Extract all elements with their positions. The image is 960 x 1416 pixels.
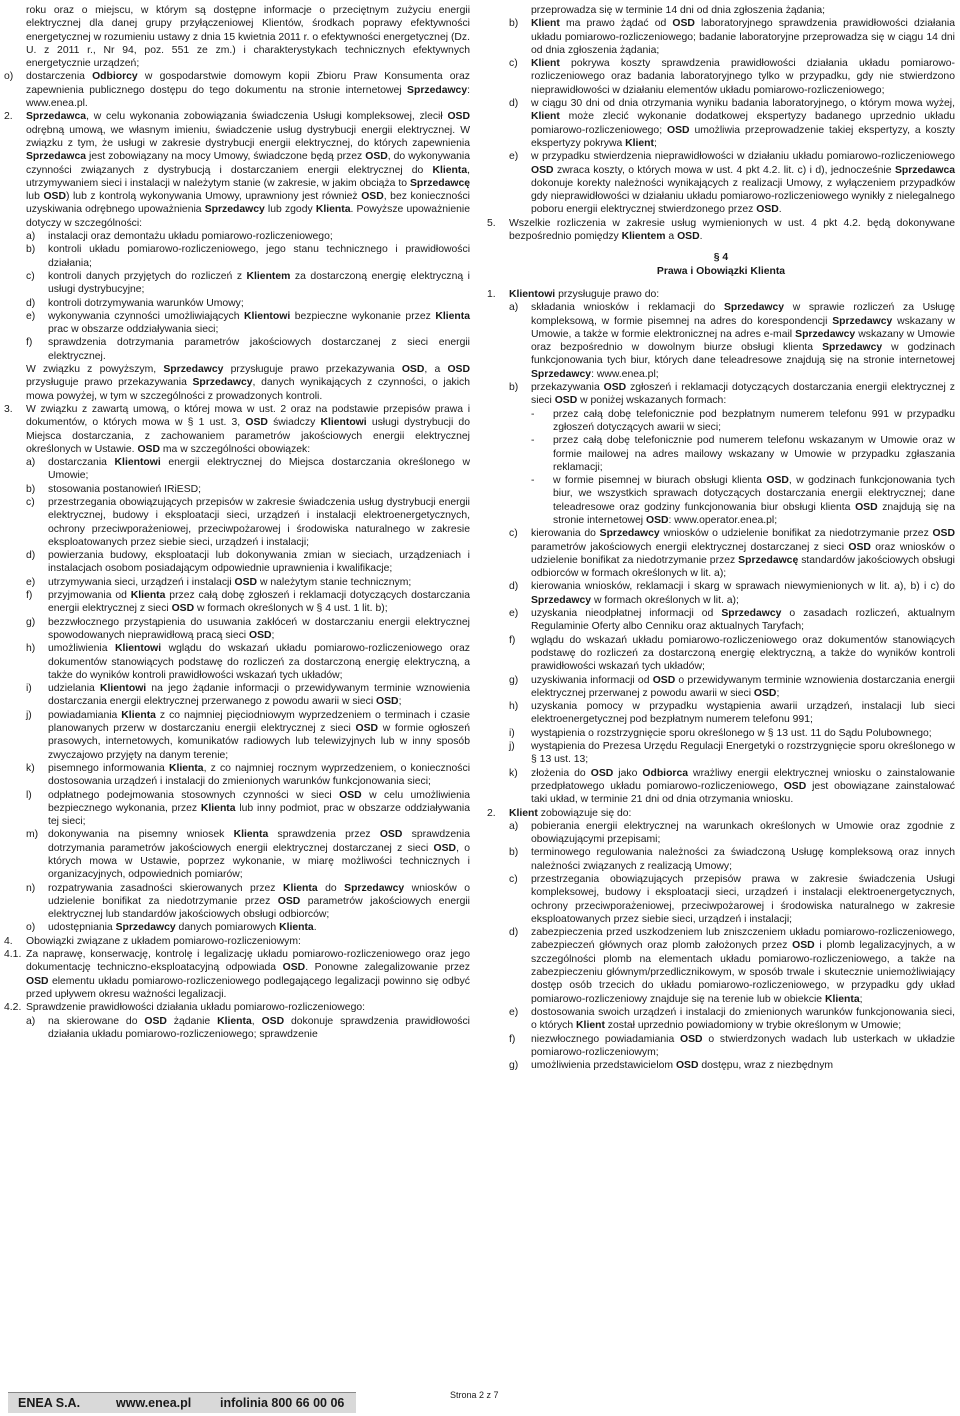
paragraph-item xyxy=(487,474,955,527)
item-text: wystąpienia o rozstrzygnięcie sporu określonego w § 13 ust. 11 do Sądu Polubownego; xyxy=(531,727,932,739)
paragraph-item xyxy=(4,576,470,589)
item-label: a) xyxy=(509,820,519,832)
item-label: e) xyxy=(26,310,36,322)
paragraph-item xyxy=(487,150,955,216)
item-label: o) xyxy=(26,922,36,934)
item-text: przestrzegania obowiązujących przepisów prawa w zakresie świadczenia Usługi kompleksowej, budowy i eksploatacji sieci, urządzeń i instalacji elektroenergetycznych, ochrony przeciwporażeniowej, przeciwpożarowej i środowiska naturalnego w zakresie eksploatowanych przez siebie sieci, urządzeń i instalacji; xyxy=(531,874,955,925)
item-label: d) xyxy=(509,98,519,110)
item-label: b) xyxy=(509,382,519,394)
paragraph-item xyxy=(487,1033,955,1060)
item-text: W związku z zawartą umową, o której mowa w ust. 2 oraz na podstawie przepisów prawa i dokumentów, o których mowa w § 1 ust. 3, OSD świadczy Klientowi usługi dystrybucji do Miejsca dostarczania, z zachowaniem parametrów jakościowych energii elektrycznej określonych w Ustawie. OSD ma w szczególności obowiązek: xyxy=(26,403,470,455)
paragraph-item xyxy=(4,496,470,549)
item-text: sprawdzenia dotrzymania parametrów jakościowych dostarczanej z sieci energii elektrycznej. xyxy=(48,337,470,362)
item-label: 3. xyxy=(4,403,13,415)
item-label: i) xyxy=(26,683,32,695)
item-text: kierowania do Sprzedawcy wniosków o udzielenie bonifikat za niedotrzymanie przez OSD parametrów jakościowych energii elektrycznej dostarczanej z sieci OSD oraz wniosków o udzielenie bonifikat za niedotrzymanie przez Sprzedawcę standardów jakościowych obsługi odbiorców w formach określonych w lit. a); xyxy=(531,528,955,580)
footer-website[interactable]: www.enea.pl xyxy=(116,1396,192,1410)
paragraph-item xyxy=(487,408,955,435)
item-label: b) xyxy=(26,244,36,256)
paragraph-item xyxy=(4,682,470,709)
paragraph-item xyxy=(487,217,955,244)
paragraph-item xyxy=(4,882,470,922)
paragraph-item xyxy=(487,767,955,807)
item-text: kontroli danych przyjętych do rozliczeń z Klientem za dostarczoną energię elektryczną i usługi dystrybucyjne; xyxy=(48,270,470,296)
page-footer xyxy=(0,1390,960,1416)
paragraph-item xyxy=(4,243,470,270)
item-text: dostosowania swoich urządzeń i instalacji do zmienionych warunków funkcjonowania sieci, o których Klient został uprzednio powiadomiony w trybie określonym w Umowie; xyxy=(531,1006,955,1032)
item-text: stosowania postanowień IRiESD; xyxy=(48,483,202,495)
item-text: Za naprawę, konserwację, kontrolę i legalizację układu pomiarowo-rozliczeniowego oraz jego dokumentację techniczno-eksploatacyjną odpowiada OSD. Ponowne zalegalizowanie przez OSD elementu układu pomiarowo-rozliczeniowego podlegającego legalizacji powinno się odbyć przed upływem okresu ważności legalizacji. xyxy=(26,949,470,1000)
item-label: 5. xyxy=(487,217,496,229)
item-text: wykonywania czynności umożliwiających Klientowi bezpieczne wykonanie przez Klienta prac w obszarze oddziaływania sieci; xyxy=(48,310,470,336)
paragraph-item xyxy=(4,642,470,682)
footer-bar xyxy=(8,1392,356,1413)
item-label: m) xyxy=(26,829,39,841)
item-text: kierowania wniosków, reklamacji i skarg w sprawach niewymienionych w lit. a), b) i c) do Sprzedawcy w formach określonych w lit. a); xyxy=(531,581,955,606)
item-label: f) xyxy=(509,634,516,646)
item-text: pisemnego informowania Klienta, z co najmniej rocznym wyprzedzeniem, o konieczności dostosowania urządzeń i instalacji do zmienionych warunków funkcjonowania sieci; xyxy=(48,762,470,788)
paragraph-item xyxy=(4,483,470,496)
item-text: Klient pokrywa koszty sprawdzenia prawidłowości działania układu pomiarowo-rozliczeniowego oraz badania laboratoryjnego tylko w przypadku, gdy nie stwierdzono nieprawidłowości w działaniu elementów układu pomiarowo-rozliczeniowego; xyxy=(531,58,955,96)
paragraph-item xyxy=(4,616,470,643)
item-label: c) xyxy=(26,496,35,508)
paragraph-item xyxy=(4,828,470,881)
item-label: a) xyxy=(26,1015,36,1027)
paragraph-item xyxy=(487,97,955,150)
paragraph-item xyxy=(4,935,470,948)
item-text: uzyskania nieodpłatnej informacji od Sprzedawcy o zasadach rozliczeń, aktualnym Regulaminie Oferty albo Cenniku oraz aktualnych Taryfach; xyxy=(531,608,955,633)
footer-hotline: infolinia 800 66 00 06 xyxy=(220,1396,345,1410)
item-text: przestrzegania obowiązujących przepisów w zakresie świadczenia usług dystrybucji energii elektrycznej, budowy i eksploatacji sieci, urządzeń i instalacji elektroenergetycznych, ochrony przeciwporażeniowej, przeciwpożarowej i środowiska naturalnego w zakresie eksploatowanych przez siebie sieci, urządzeń i instalacji; xyxy=(48,496,470,548)
item-text: umożliwienia Klientowi wglądu do wskazań układu pomiarowo-rozliczeniowego oraz dokumentów stanowiących podstawę do rozliczeń za dostarczoną energię elektryczną, a także do wyników kontroli prawidłowości wskazań tych układów; xyxy=(48,643,470,681)
item-label: d) xyxy=(26,550,36,562)
item-label: f) xyxy=(509,1033,516,1045)
item-text: w formie pisemnej w biurach obsługi klienta OSD, w godzinach funkcjonowania tych biur, we wszystkich sprawach dotyczących dostarczania energii elektrycznej; dane teleadresowe oraz godziny funkcjonowania biur obsługi klienta OSD znajdują się na stronie internetowej OSD: www.operator.enea.pl; xyxy=(553,475,955,526)
paragraph-item xyxy=(4,110,470,230)
paragraph-item xyxy=(4,230,470,243)
item-text: bezzwłocznego przystąpienia do usuwania zakłóceń w dostarczaniu energii elektrycznej spowodowanych nieprawidłową pracą sieci OSD; xyxy=(48,616,470,641)
item-label: d) xyxy=(509,581,519,593)
item-text: powierzania budowy, eksploatacji lub dokonywania zmian w sieciach, urządzeniach i instalacjach osobom posiadającym odpowiednie uprawnienia i kwalifikacje; xyxy=(48,550,470,575)
item-label: k) xyxy=(509,767,518,779)
paragraph-item xyxy=(487,873,955,926)
paragraph-item xyxy=(4,363,470,403)
item-text: kontroli dotrzymywania warunków Umowy; xyxy=(48,297,244,309)
paragraph-item xyxy=(487,740,955,767)
paragraph-item xyxy=(487,1006,955,1033)
item-text: kontroli układu pomiarowo-rozliczeniowego, jego stanu technicznego i prawidłowości działania; xyxy=(48,244,470,269)
item-label: a) xyxy=(26,457,36,469)
item-label: e) xyxy=(509,1006,519,1018)
item-text: powiadamiania Klienta z co najmniej pięciodniowym wyprzedzeniem o terminach i czasie planowanych przerw w dostarczaniu energii elektrycznej z sieci OSD w formie ogłoszeń prasowych, internetowych, komunikatów radiowych lub telewizyjnych lub w inny sposób zwyczajowo przyjęty na danym terenie; xyxy=(48,709,471,761)
paragraph-item xyxy=(487,434,955,474)
paragraph-item xyxy=(487,926,955,1006)
footer-company: ENEA S.A. xyxy=(18,1396,81,1410)
paragraph-item xyxy=(487,674,955,701)
paragraph-item xyxy=(4,789,470,829)
paragraph-item xyxy=(487,727,955,740)
item-text: Sprzedawca, w celu wykonania zobowiązania świadczenia Usługi kompleksowej, zlecił OSD odrębną umową, we własnym imieniu, świadczenie usług dystrybucji energii elektrycznej. W związku z tym, że usługi w zakresie dystrybucji energii elektrycznej, do których zapewnienia Sprzedawca jest zobowiązany na mocy Umowy, świadczone będą przez OSD, do wykonywania czynności związanych z dystrybucją i dostarczaniem energii elektrycznej do Klienta, utrzymywaniem sieci i instalacji w należytym stanie (w zakresie, w jakim obciąża to Sprzedawcę lub OSD) lub z kontrolą wykonywania Umowy, uprawniony jest również OSD, bez konieczności uzyskiwania odrębnego upoważnienia Sprzedawcy lub zgody Klienta. Powyższe upoważnienie dotyczy w szczególności: xyxy=(26,111,470,229)
item-label: h) xyxy=(26,643,36,655)
paragraph-item xyxy=(487,820,955,847)
item-label: 2. xyxy=(487,807,496,819)
item-text: w ciągu 30 dni od dnia otrzymania wyniku badania laboratoryjnego, o którym mowa wyżej, Klient może zlecić wykonanie dodatkowej ekspertyzy badanego uprzednio układu pomiarowo-rozliczeniowego; OSD umożliwia przeprowadzenie takiej ekspertyzy, a koszty ekspertyzy pokrywa Klient; xyxy=(531,98,956,149)
paragraph-item xyxy=(4,70,470,110)
page-number: Strona 2 z 7 xyxy=(450,1390,499,1400)
item-label: - xyxy=(531,435,535,447)
item-label: o) xyxy=(4,71,14,83)
item-text: przeprowadza się w terminie 14 dni od dnia zgłoszenia żądania; xyxy=(531,5,825,16)
item-label: i) xyxy=(509,727,515,739)
item-text: wystąpienia do Prezesa Urzędu Regulacji Energetyki o rozstrzygnięcie sporu określonego w § 13 ust. 13; xyxy=(531,741,955,766)
item-label: f) xyxy=(26,590,33,602)
paragraph-item xyxy=(4,456,470,483)
item-label: j) xyxy=(509,741,515,753)
item-text: przyjmowania od Klienta przez całą dobę zgłoszeń i reklamacji dotyczących dostarczania energii elektrycznej z sieci OSD w formach określonych w § 4 ust. 1 lit. b); xyxy=(48,590,470,615)
item-text: dokonywania na pisemny wniosek Klienta sprawdzenia przez OSD sprawdzenia dotrzymania parametrów jakościowych energii elektrycznej dostarczanej z sieci OSD, o których mowa w Ustawie, poprzez wykonanie, w miarę możliwości technicznych i organizacyjnych, odpowiednich pomiarów; xyxy=(48,829,470,881)
item-label: - xyxy=(531,475,535,487)
item-text: Klient ma prawo żądać od OSD laboratoryjnego sprawdzenia prawidłowości działania układu pomiarowo-rozliczeniowego; badanie laboratoryjne przeprowadza się w ciągu 14 dni od dnia zgłoszenia żądania; xyxy=(531,18,955,56)
item-text: pobierania energii elektrycznej na warunkach określonych w Umowie oraz zgodnie z obowiązującymi przepisami; xyxy=(531,820,955,846)
paragraph-item xyxy=(487,288,955,301)
item-label: 4. xyxy=(4,935,13,947)
item-text: przez całą dobę telefonicznie pod bezpłatnym numerem telefonu 991 w przypadku zgłoszeń dotyczących awarii w sieci; xyxy=(553,408,955,433)
item-text: roku oraz o miejscu, w którym są dostępne informacje o przeciętnym zużyciu energii elektrycznej dla danej grupy przyłączeniowej Klientów, środkach poprawy efektywności energetycznej w rozumieniu ustawy z dnia 15 kwietnia 2011 r. o efektywności energetycznej (Dz. U. z 2011 r., Nr 94, poz. 551 ze zm.) i charakterystykach technicznych efektywnych energetycznie urządzeń; xyxy=(26,5,470,70)
item-text: przekazywania OSD zgłoszeń i reklamacji dotyczących dostarczania energii elektrycznej z sieci OSD w poniżej wskazanych formach: xyxy=(531,382,955,407)
item-label: b) xyxy=(509,847,519,859)
paragraph-item xyxy=(487,580,955,607)
paragraph-item xyxy=(4,921,470,934)
item-text: uzyskania pomocy w przypadku wystąpienia awarii urządzeń, instalacji lub sieci elektroenergetycznej pod bezpłatnym numerem telefonu 991; xyxy=(531,701,955,726)
item-text: dostarczania Klientowi energii elektrycznej do Miejsca dostarczania określonego w Umowie; xyxy=(48,457,470,482)
paragraph-item xyxy=(487,527,955,580)
section-number: § 4 xyxy=(713,252,729,264)
item-text: Obowiązki związane z układem pomiarowo-rozliczeniowym: xyxy=(26,935,301,947)
paragraph-item xyxy=(4,4,470,70)
paragraph-item xyxy=(487,700,955,727)
right-column xyxy=(487,4,955,1072)
paragraph-item xyxy=(4,762,470,789)
paragraph-item xyxy=(4,297,470,310)
paragraph-item xyxy=(487,807,955,820)
item-text: umożliwienia przedstawicielom OSD dostępu, wraz z niezbędnym xyxy=(531,1060,834,1072)
item-text: uzyskiwania informacji od OSD o przewidywanym terminie wznowienia dostarczania energii elektrycznej przerwanej z powodu awarii w sieci OSD; xyxy=(531,674,955,699)
paragraph-item xyxy=(487,381,955,408)
item-text: Wszelkie rozliczenia w zakresie usług wymienionych w ust. 4 pkt 4.2. będą dokonywane bezpośrednio pomiędzy Klientem a OSD. xyxy=(509,217,955,243)
item-text: Klientowi przysługuje prawo do: xyxy=(509,288,660,300)
item-label: 4.1. xyxy=(4,949,22,961)
item-label: d) xyxy=(26,297,36,309)
item-label: h) xyxy=(509,701,519,713)
item-label: c) xyxy=(509,874,518,885)
item-label: a) xyxy=(509,302,519,314)
item-label: 4.2. xyxy=(4,1002,22,1014)
item-label: l) xyxy=(26,789,32,801)
paragraph-item xyxy=(4,948,470,1001)
item-text: składania wniosków i reklamacji do Sprzedawcy w sprawie rozliczeń za Usługę kompleksową, w formie pisemnej na adres do korespondencji Sprzedawcy wskazany w Umowie, a także w formie elektronicznej na adres e-mail Sprzedawcy wskazany w Umowie oraz bezpośrednio w dowolnym biurze obsługi klienta Sprzedawcy w godzinach funkcjonowania tych biur, których dane teleadresowe znajdują się na stronie internetowej Sprzedawcy: www.enea.pl; xyxy=(531,302,956,380)
item-text: Sprawdzenie prawidłowości działania układu pomiarowo-rozliczeniowego: xyxy=(26,1002,366,1014)
left-column xyxy=(4,4,470,1041)
item-text: rozpatrywania zasadności skierowanych przez Klienta do Sprzedawcy wniosków o udzielenie bonifikat za niedotrzymanie przez OSD parametrów jakościowych energii elektrycznej lub standardów jakościowych obsługi odbiorców; xyxy=(48,882,470,921)
item-text: udzielania Klientowi na jego żądanie informacji o przewidywanym terminie wznowienia dostarczania energii elektrycznej przerwanego z powodu awarii w sieci OSD; xyxy=(48,683,471,708)
item-text: instalacji oraz demontażu układu pomiarowo-rozliczeniowego; xyxy=(48,231,333,243)
item-label: d) xyxy=(509,927,519,939)
item-text: odpłatnego podejmowania stosownych czynności w sieci OSD w celu umożliwienia bezpiecznego wykonania, przez Klienta lub inny podmiot, prac w obszarze oddziaływania tej sieci; xyxy=(48,789,470,828)
item-text: utrzymywania sieci, urządzeń i instalacji OSD w należytym stanie technicznym; xyxy=(48,576,412,588)
paragraph-item xyxy=(4,589,470,616)
item-label: c) xyxy=(509,58,518,70)
item-label: b) xyxy=(509,18,519,30)
item-text: terminowego regulowania należności za świadczoną Usługę kompleksową oraz innych należności związanych z realizacją Umowy; xyxy=(531,847,955,872)
paragraph-item xyxy=(4,709,470,762)
paragraph-item xyxy=(4,270,470,297)
item-text: na skierowane do OSD żądanie Klienta, OSD dokonuje sprawdzenia prawidłowości działania układu pomiarowo-rozliczeniowego; sprawdzenie xyxy=(48,1015,470,1040)
item-text: zabezpieczenia przed uszkodzeniem lub zniszczeniem układu pomiarowo-rozliczeniowego, zabezpieczeń głównych oraz plomb założonych przez OSD i plomb legalizacyjnych, a w szczególności plomb na elementach układu pomiarowo-rozliczeniowego, a także na zabezpieczeniu głównym/przedlicznikowym, w sposób trwale i skutecznie uniemożliwiający dostęp osób trzecich do układu pomiarowo-rozliczeniowego, w przypadku gdy układ pomiarowo-rozliczeniowy znajduje się na terenie lub w obiekcie Klienta; xyxy=(531,927,955,1005)
item-text: W związku z powyższym, Sprzedawcy przysługuje prawo przekazywania OSD, a OSD przysługuje prawo przekazywania Sprzedawcy, danych wynikających z czynności, o jakich mowa powyżej, w tym w szczególności z prowadzonych kontroli. xyxy=(26,364,470,402)
item-text: udostępniania Sprzedawcy danych pomiarowych Klienta. xyxy=(48,922,317,934)
item-text: w przypadku stwierdzenia nieprawidłowości w działaniu układu pomiarowo-rozliczeniowego OSD zwraca koszty, o których mowa w ust. 4 pkt 4.2. lit. c) i d), jednocześnie Sprzedawca dokonuje korekty należności wynikających z realizacji Umowy, z wyłączeniem przypadków gdy nieprawidłowości w działaniu układu pomiarowo-rozliczeniowego wynikły z nielegalnego poboru energii elektrycznej stwierdzonego przez OSD. xyxy=(531,151,955,216)
item-label: k) xyxy=(26,762,35,774)
paragraph-item xyxy=(4,549,470,576)
item-text: złożenia do OSD jako Odbiorca wrażliwy energii elektrycznej wniosku o zainstalowanie przedpłatowego układu pomiarowo-rozliczeniowego, OSD jest obowiązane zainstalować taki układ, w terminie 21 dni od dnia otrzymania wniosku. xyxy=(531,767,955,806)
paragraph-item xyxy=(487,17,955,57)
item-label: - xyxy=(531,408,535,420)
item-label: a) xyxy=(26,231,36,243)
item-text: wglądu do wskazań układu pomiarowo-rozliczeniowego oraz dokumentów stanowiących podstawę do rozliczeń za dostarczoną energię elektryczną, a także do wyników kontroli prawidłowości wskazań tych układów; xyxy=(531,634,955,673)
item-label: n) xyxy=(26,882,36,894)
item-label: e) xyxy=(509,608,519,620)
item-text: niezwłocznego powiadamiania OSD o stwierdzonych wadach lub usterkach w układzie pomiarowo-rozliczeniowym; xyxy=(531,1033,956,1058)
paragraph-item xyxy=(487,4,955,17)
section-heading xyxy=(487,251,955,278)
item-label: e) xyxy=(509,151,519,163)
item-text: Klient zobowiązuje się do: xyxy=(509,807,632,819)
item-label: g) xyxy=(509,1060,519,1072)
item-label: 2. xyxy=(4,111,13,123)
paragraph-item xyxy=(487,607,955,634)
item-label: j) xyxy=(26,709,32,721)
item-label: c) xyxy=(509,528,518,540)
paragraph-item xyxy=(4,1001,470,1014)
item-label: 1. xyxy=(487,288,496,300)
item-label: g) xyxy=(509,674,519,686)
paragraph-item xyxy=(487,301,955,381)
paragraph-item xyxy=(487,634,955,674)
section-title: Prawa i Obowiązki Klienta xyxy=(656,265,786,277)
item-label: e) xyxy=(26,576,36,588)
item-text: przez całą dobę telefonicznie pod numerem telefonu wskazanym w Umowie oraz w formie mailowej na adres mailowy wskazany w Umowie w przypadku zgłaszania reklamacji; xyxy=(553,435,955,473)
item-label: f) xyxy=(26,337,33,349)
paragraph-item xyxy=(487,57,955,97)
paragraph-item xyxy=(4,310,470,337)
paragraph-item xyxy=(487,1059,955,1072)
paragraph-item xyxy=(4,336,470,363)
item-label: g) xyxy=(26,616,36,628)
paragraph-item xyxy=(487,846,955,873)
paragraph-item xyxy=(4,403,470,456)
paragraph-item xyxy=(4,1015,470,1042)
item-text: dostarczenia Odbiorcy w gospodarstwie domowym kopii Zbioru Praw Konsumenta oraz zapewnienia publicznego dostępu do tego dokumentu na stronie internetowej Sprzedawcy: www.enea.pl. xyxy=(26,71,470,110)
item-label: b) xyxy=(26,483,36,495)
item-label: c) xyxy=(26,270,35,282)
